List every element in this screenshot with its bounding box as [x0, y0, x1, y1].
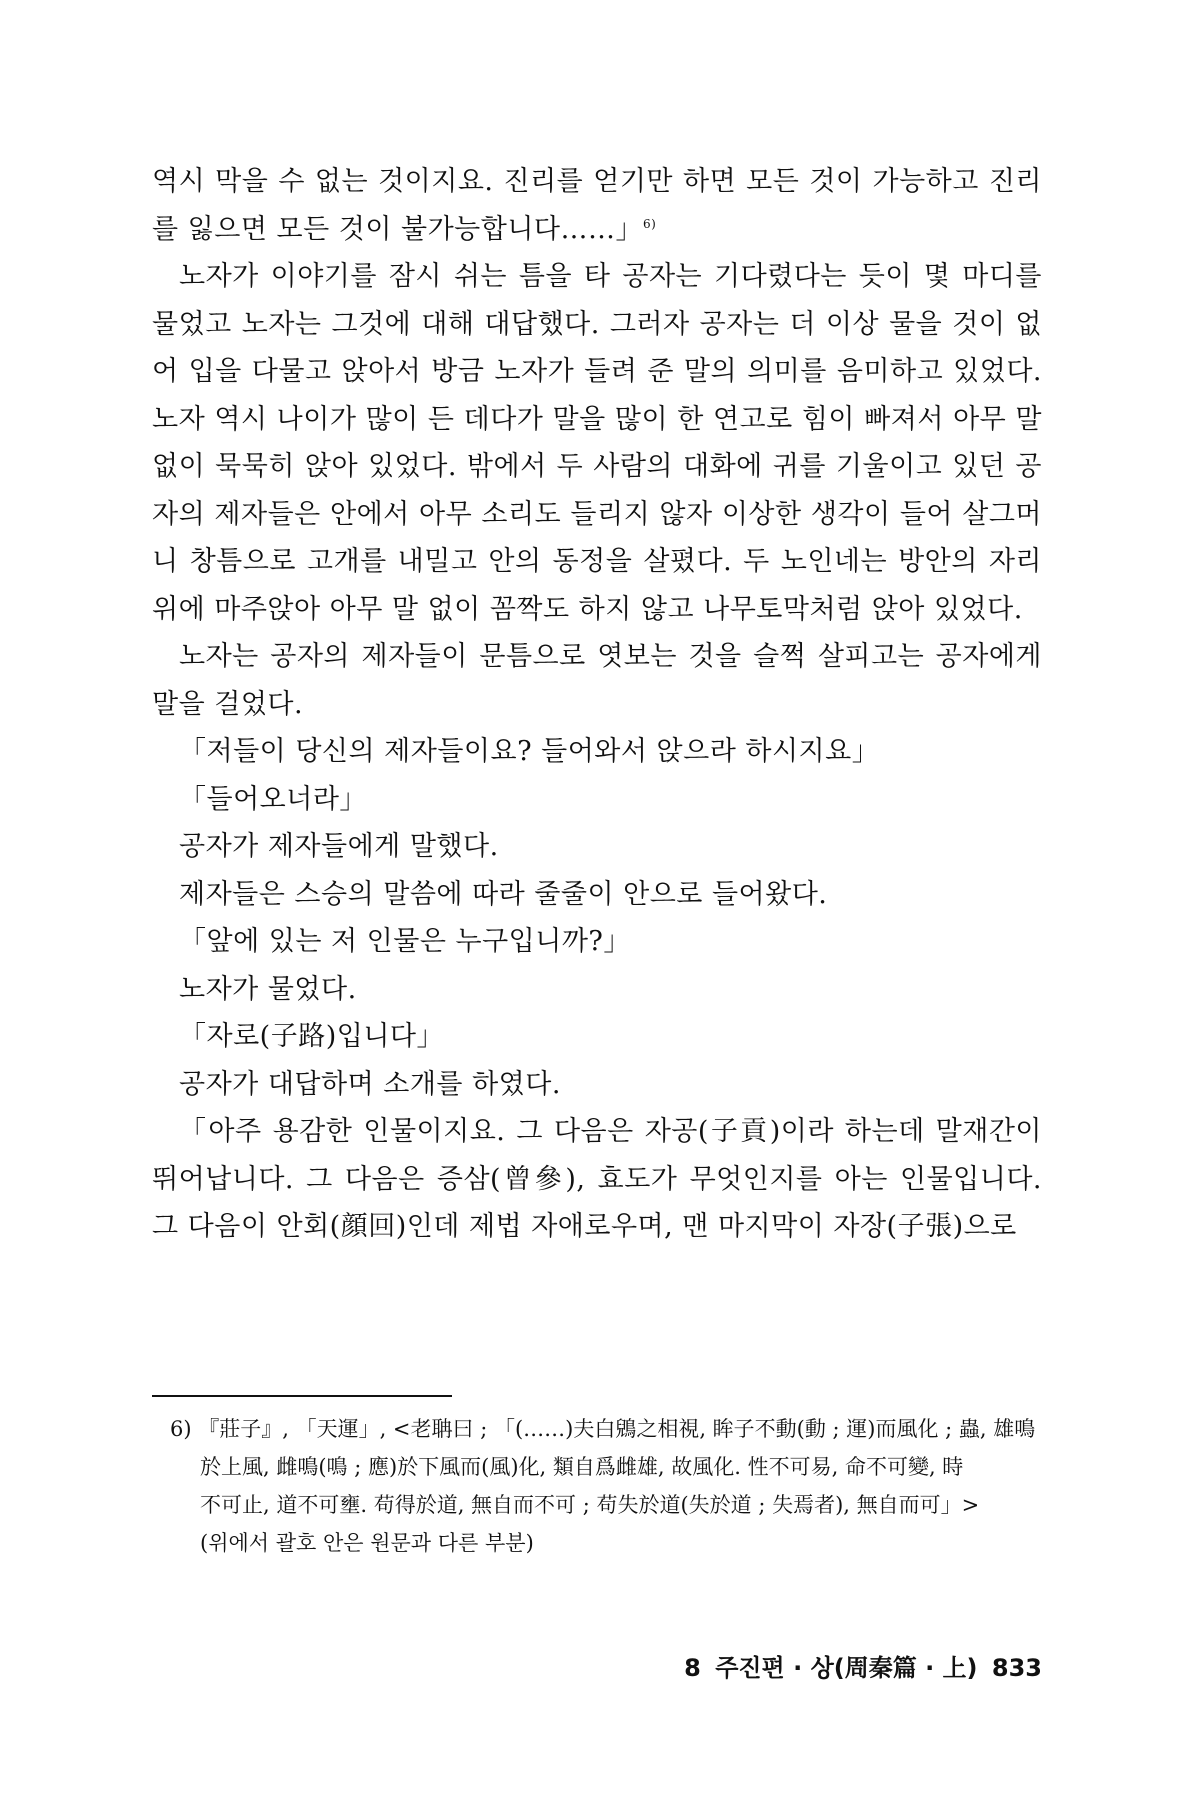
footnote-reference: 6) — [642, 216, 657, 231]
dialogue-line: 「앞에 있는 저 인물은 누구입니까?」 — [179, 926, 631, 957]
footnote-line: 於上風, 雌鳴(鳴 ; 應)於下風而(風)化, 類自爲雌雄, 故風化. 性不可易, 命不可變, 時 — [200, 1455, 964, 1479]
dialogue-line: 「자로(子路)입니다」 — [179, 1021, 444, 1052]
chapter-number: 8 — [684, 1654, 701, 1682]
paragraph: 공자가 대답하며 소개를 하였다. — [179, 1068, 561, 1100]
page-number: 833 — [991, 1654, 1042, 1682]
footnote — [170, 1410, 1040, 1562]
section-title: 주진편 · 상(周秦篇 · 上) — [715, 1654, 978, 1682]
paragraph: 노자가 물었다. — [179, 973, 357, 1005]
body-text — [152, 158, 1042, 1251]
paragraph: 제자들은 스승의 말씀에 따라 줄줄이 안으로 들어왔다. — [179, 878, 828, 910]
paragraph: 노자는 공자의 제자들이 문틈으로 엿보는 것을 슬쩍 살피고는 공자에게 말을 걸었다. — [152, 641, 1042, 720]
paragraph: 역시 막을 수 없는 것이지요. 진리를 얻기만 하면 모든 것이 가능하고 진리를 잃으면 모든 것이 불가능합니다……」$^{6)}$ — [152, 166, 1042, 245]
running-footer — [678, 1648, 1042, 1683]
paragraph: 노자가 이야기를 잠시 쉬는 틈을 타 공자는 기다렸다는 듯이 몇 마디를 물었고 노자는 그것에 대해 대답했다. 그러자 공자는 더 이상 물을 것이 없어 입을 다물고 앉아서 방금 노자가 들려 준 말의 의미를 음미하고 있었다. 노자 역시 나이가 많이 든 데다가 말을 많이 한 연고로 힘이 빠져서 아무 말 없이 묵묵히 앉아 있었다. 밖에서 두 사람의 대화에 귀를 기울이고 있던 공자의 제자들은 안에서 아무 소리도 들리지 않자 이상한 생각이 들어 살그머니 창틈으로 고개를 내밀고 안의 동정을 살폈다. 두 노인네는 방안의 자리 위에 마주앉아 아무 말 없이 꼼짝도 하지 않고 나무토막처럼 앉아 있었다. — [152, 261, 1042, 625]
dialogue-line: 「저들이 당신의 제자들이요? 들어와서 앉으라 하시지요」 — [179, 736, 880, 767]
footnote-line: (위에서 괄호 안은 원문과 다른 부분) — [200, 1531, 534, 1555]
paragraph: 공자가 제자들에게 말했다. — [179, 831, 499, 862]
dialogue-line: 「들어오너라」 — [179, 783, 367, 815]
footnote-line: 不可止, 道不可壅. 苟得於道, 無自而不可 ; 苟失於道(失於道 ; 失焉者), 無自而可」> — [200, 1493, 980, 1517]
footnote-divider — [152, 1395, 452, 1397]
dialogue-line: 「아주 용감한 인물이지요. 그 다음은 자공(子貢)이라 하는데 말재간이 뛰어납니다. 그 다음은 증삼(曾參), 효도가 무엇인지를 아는 인물입니다. 그 다음이 안회(顔回)인데 제법 자애로우며, 맨 마지막이 자장(子張)으로 — [152, 1116, 1042, 1242]
footnote-line: 6) 『莊子』, 「天運」, <老聃曰 ; 「(……)夫白鶂之相視, 眸子不動(動 ; 運)而風化 ; 蟲, 雄鳴 — [170, 1417, 1036, 1441]
